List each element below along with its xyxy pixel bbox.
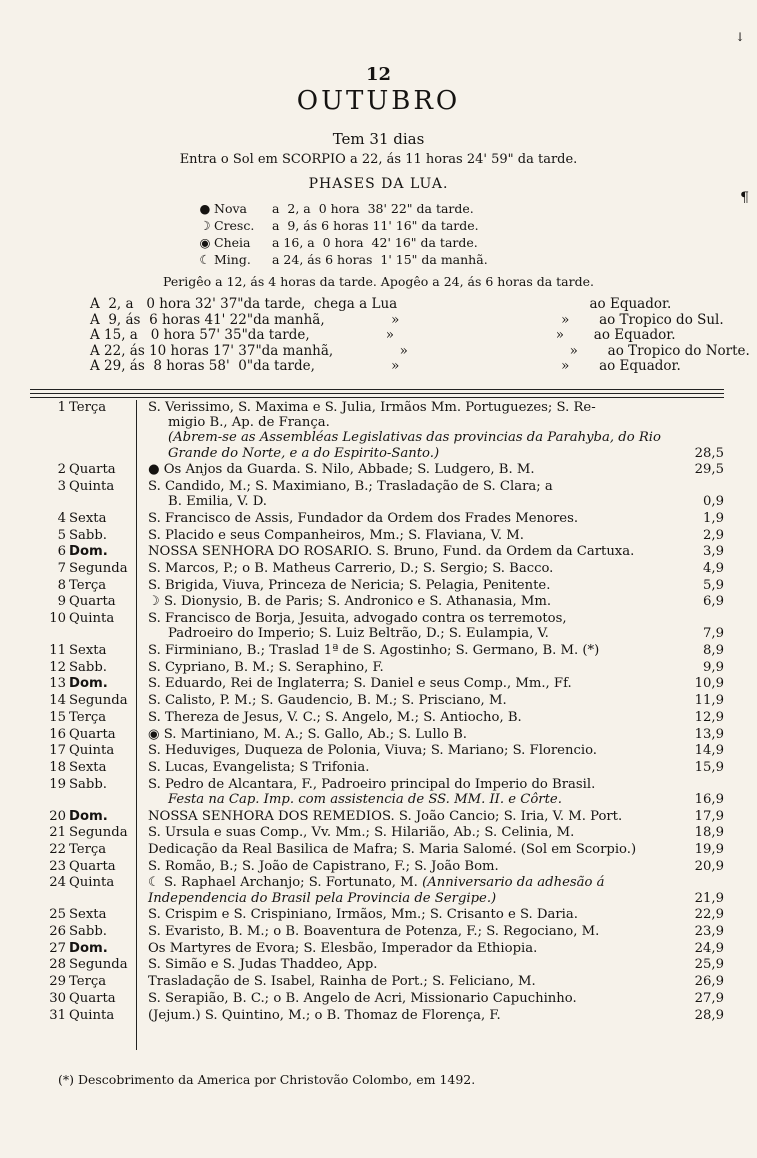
phase-row: ☽ Cresc. a 9, ás 6 horas 11' 16" da tarde. <box>196 217 488 234</box>
day-cell <box>30 594 136 609</box>
full-moon-icon: ◉ <box>199 235 211 250</box>
day-number: 27 <box>49 940 66 956</box>
day-number: 20 <box>49 808 66 824</box>
calendar-row <box>30 859 724 874</box>
phase-row: ● Nova a 2, a 0 hora 38' 22" da tarde. <box>196 200 488 217</box>
calendar-row <box>30 643 724 658</box>
day-number: 10 <box>49 611 66 627</box>
day-cell <box>30 710 136 725</box>
saints-text: (Jejum.) S. Quintino, M.; o B. Thomaz de Florença, F. <box>148 1007 501 1023</box>
saints-text: ☾ S. Raphael Archanjo; S. Fortunato, M. (Anniversario da adhesão á Independencia do Brasil pela Provincia de Sergipe.) <box>148 875 605 906</box>
day-cell <box>30 611 136 641</box>
saints-text: S. Simão e S. Judas Thaddeo, App. <box>148 957 378 973</box>
weekday: Quinta <box>69 611 115 627</box>
day-number: 3 <box>57 479 66 495</box>
calendar-row <box>30 974 724 989</box>
day-cell <box>30 1008 136 1023</box>
day-cell <box>30 743 136 758</box>
day-cell <box>30 760 136 775</box>
moon-age: 15,9 <box>694 759 724 775</box>
calendar-row <box>30 924 724 939</box>
saints-text: S. Placido e seus Companheiros, Mm.; S. Flaviana, V. M. <box>148 527 524 543</box>
day-number: 30 <box>49 990 66 1006</box>
saints-text: Os Martyres de Evora; S. Elesbão, Imperador da Ethiopia. <box>148 940 538 956</box>
calendar-row <box>30 907 724 922</box>
moon-age: 16,9 <box>694 791 724 807</box>
phases-title: PHASES DA LUA. <box>308 176 449 192</box>
weekday: Terça <box>69 709 107 725</box>
calendar-row <box>30 1008 724 1023</box>
weekday: Sexta <box>69 907 107 923</box>
moon-age: 10,9 <box>694 676 724 692</box>
day-number: 19 <box>49 776 66 792</box>
saints-text: S. Evaristo, B. M.; o B. Boaventura de Potenza, F.; S. Regociano, M. <box>148 924 600 939</box>
phase-row: ◉ Cheia a 16, a 0 hora 42' 16" da tarde. <box>196 234 488 251</box>
divider <box>30 397 724 398</box>
moon-age: 22,9 <box>694 907 724 923</box>
equator-row: A 22, ás 10 horas 17' 37" da manhã, » » ao Tropico do Norte. <box>90 342 750 359</box>
day-number: 7 <box>57 561 66 577</box>
calendar-row <box>30 743 724 758</box>
moon-age: 13,9 <box>694 726 724 742</box>
equator-table <box>90 296 750 375</box>
day-cell <box>30 511 136 526</box>
calendar-row <box>30 578 724 593</box>
weekday: Segunda <box>69 957 128 973</box>
saints-text: S. Verissimo, S. Maxima e S. Julia, Irmãos Mm. Portuguezes; S. Re- migio B., Ap. de França. (Abrem-se as Assembléas Legislativas das provincias da Parahyba, do Rio Grande do Norte, e a do Espirito-Santo.) <box>148 400 661 461</box>
moon-age: 7,9 <box>703 626 724 642</box>
weekday: Dom. <box>69 940 108 956</box>
calendar-row <box>30 991 724 1006</box>
weekday: Terça <box>69 841 107 857</box>
calendar-row <box>30 611 724 641</box>
saints-text: S. Eduardo, Rei de Inglaterra; S. Daniel e seus Comp., Mm., Ff. <box>148 676 572 692</box>
saints-text: ● Os Anjos da Guarda. S. Nilo, Abbade; S. Ludgero, B. M. <box>148 462 535 478</box>
day-cell <box>30 727 136 742</box>
saints-text: S. Brigida, Viuva, Princeza de Nericia; S. Pelagia, Penitente. <box>148 577 551 593</box>
weekday: Terça <box>69 577 107 593</box>
weekday: Dom. <box>69 544 108 560</box>
day-number: 2 <box>57 462 66 478</box>
saints-text: NOSSA SENHORA DO ROSARIO. S. Bruno, Fund. da Ordem da Cartuxa. <box>148 544 635 560</box>
saints-text: NOSSA SENHORA DOS REMEDIOS. S. João Cancio; S. Iria, V. M. Port. <box>148 808 623 824</box>
day-cell <box>30 400 136 461</box>
day-cell <box>30 660 136 675</box>
moon-phases <box>196 200 488 268</box>
day-number: 8 <box>57 577 66 593</box>
calendar-row <box>30 693 724 708</box>
calendar-row <box>30 777 724 807</box>
day-cell <box>30 676 136 691</box>
new-moon-icon: ● <box>199 201 211 216</box>
moon-age: 19,9 <box>694 841 724 857</box>
day-number: 18 <box>49 759 66 775</box>
saints-text: S. Heduviges, Duqueza de Polonia, Viuva; S. Mariano; S. Florencio. <box>148 743 597 759</box>
calendar-row <box>30 957 724 972</box>
moon-age: 26,9 <box>694 974 724 990</box>
weekday: Quinta <box>69 875 115 891</box>
moon-age: 11,9 <box>694 693 724 709</box>
last-quarter-icon: ☾ <box>199 252 211 267</box>
day-cell <box>30 809 136 824</box>
weekday: Quarta <box>69 594 116 610</box>
weekday: Segunda <box>69 561 128 577</box>
day-number: 21 <box>49 825 66 841</box>
calendar-row <box>30 825 724 840</box>
day-number: 6 <box>57 544 66 560</box>
day-cell <box>30 924 136 939</box>
calendar-row <box>30 809 724 824</box>
moon-age: 4,9 <box>703 561 724 577</box>
calendar-row <box>30 479 724 509</box>
equator-row: A 15, a 0 hora 57' 35" da tarde, » » ao Equador. <box>90 327 676 343</box>
day-number: 1 <box>57 400 66 415</box>
day-cell <box>30 941 136 956</box>
footnote: (*) Descobrimento da America por Christovão Colombo, em 1492. <box>58 1072 476 1087</box>
equator-row: A 29, ás 8 horas 58' 0" da tarde, » » ao Equador. <box>90 358 681 374</box>
saints-text: S. Francisco de Assis, Fundador da Ordem dos Frades Menores. <box>148 510 579 526</box>
weekday: Terça <box>69 974 107 990</box>
weekday: Quarta <box>69 462 116 478</box>
moon-age: 18,9 <box>694 825 724 841</box>
weekday: Sabb. <box>69 527 107 543</box>
divider <box>30 389 724 390</box>
day-cell <box>30 957 136 972</box>
side-mark: ¶ <box>740 190 749 206</box>
day-cell <box>30 462 136 477</box>
phase-row: ☾ Ming. a 24, ás 6 horas 1' 15" da manhã. <box>196 251 488 268</box>
calendar-row <box>30 842 724 857</box>
moon-age: 9,9 <box>703 659 724 675</box>
day-cell <box>30 875 136 905</box>
saints-text: ☽ S. Dionysio, B. de Paris; S. Andronico e S. Athanasia, Mm. <box>148 594 552 610</box>
day-number: 16 <box>49 726 66 742</box>
calendar-row <box>30 561 724 576</box>
calendar-row <box>30 594 724 609</box>
day-number: 9 <box>57 594 66 610</box>
weekday: Terça <box>69 400 107 415</box>
day-number: 13 <box>49 676 66 692</box>
calendar-row <box>30 462 724 477</box>
saints-text: S. Firminiano, B.; Traslad 1ª de S. Agostinho; S. Germano, B. M. (*) <box>148 643 600 659</box>
calendar-row <box>30 710 724 725</box>
weekday: Sabb. <box>69 659 107 675</box>
calendar-table <box>30 400 724 1024</box>
saints-text: S. Ursula e suas Comp., Vv. Mm.; S. Hilarião, Ab.; S. Celinia, M. <box>148 825 575 841</box>
weekday: Quinta <box>69 479 115 495</box>
moon-age: 27,9 <box>694 990 724 1006</box>
weekday: Sexta <box>69 510 107 526</box>
equator-row: A 9, ás 6 horas 41' 22" da manhã, » » ao Tropico do Sul. <box>90 311 724 328</box>
day-cell <box>30 859 136 874</box>
weekday: Sexta <box>69 643 107 659</box>
day-number: 17 <box>49 743 66 759</box>
day-number: 15 <box>49 709 66 725</box>
divider <box>30 393 724 394</box>
day-number: 12 <box>49 659 66 675</box>
saints-text: Dedicação da Real Basilica de Mafra; S. Maria Salomé. (Sol em Scorpio.) <box>148 841 637 857</box>
moon-age: 6,9 <box>703 594 724 610</box>
weekday: Sabb. <box>69 924 107 939</box>
day-cell <box>30 991 136 1006</box>
saints-text: S. Pedro de Alcantara, F., Padroeiro principal do Imperio do Brasil. Festa na Cap. Imp. com assistencia de SS. MM. II. e Côrte. <box>136 777 662 807</box>
weekday: Quarta <box>69 990 116 1006</box>
moon-age: 28,9 <box>694 1007 724 1023</box>
calendar-row <box>30 511 724 526</box>
moon-age: 0,9 <box>703 494 724 510</box>
day-cell <box>30 643 136 658</box>
calendar-row <box>30 875 724 905</box>
equator-row: A 2, a 0 hora 32' 37" da tarde, chega a Lua ao Equador. <box>90 296 672 312</box>
moon-age: 14,9 <box>694 743 724 759</box>
calendar-row <box>30 660 724 675</box>
saints-text: S. Candido, M.; S. Maximiano, B.; Trasladação de S. Clara; a B. Emilia, V. D. <box>148 479 553 510</box>
saints-text: S. Marcos, P.; o B. Matheus Carrerio, D.; S. Sergio; S. Bacco. <box>148 561 554 577</box>
weekday: Segunda <box>69 693 128 709</box>
calendar-row <box>30 727 724 742</box>
day-cell <box>30 825 136 840</box>
moon-age: 24,9 <box>694 940 724 956</box>
weekday: Quinta <box>69 1007 115 1023</box>
weekday: Quarta <box>69 726 116 742</box>
moon-age: 29,5 <box>694 462 724 478</box>
day-cell <box>30 479 136 509</box>
moon-age: 23,9 <box>694 924 724 939</box>
weekday: Dom. <box>69 676 108 692</box>
moon-age: 8,9 <box>703 643 724 659</box>
feast-note: (Abrem-se as Assembléas Legislativas das provincias da Parahyba, do Rio Grande do Norte, e a do Espirito-Santo.) <box>168 430 661 461</box>
weekday: Quinta <box>69 743 115 759</box>
day-cell <box>30 578 136 593</box>
moon-age: 20,9 <box>694 858 724 874</box>
day-number: 4 <box>57 510 66 526</box>
calendar-row <box>30 528 724 543</box>
day-number: 26 <box>49 924 66 939</box>
day-number: 24 <box>49 875 66 891</box>
day-cell <box>30 544 136 559</box>
perigee-line: Perigêo a 12, ás 4 horas da tarde. Apogêo a 24, ás 6 horas da tarde. <box>163 274 594 289</box>
saints-text: ◉ S. Martiniano, M. A.; S. Gallo, Ab.; S. Lullo B. <box>148 726 468 742</box>
sun-entry: Entra o Sol em SCORPIO a 22, ás 11 horas 24' 59" da tarde. <box>179 152 578 167</box>
calendar-row <box>30 676 724 691</box>
saints-text: S. Francisco de Borja, Jesuita, advogado contra os terremotos, Padroeiro do Imperio; S. Luiz Beltrão, D.; S. Eulampia, V. <box>148 611 567 642</box>
calendar-row <box>30 941 724 956</box>
moon-age: 3,9 <box>703 544 724 560</box>
moon-age: 25,9 <box>694 957 724 973</box>
day-number: 29 <box>49 974 66 990</box>
saints-text: S. Serapião, B. C.; o B. Angelo de Acri, Missionario Capuchinho. <box>148 990 577 1006</box>
saints-text: S. Romão, B.; S. João de Capistrano, F.; S. João Bom. <box>148 858 499 874</box>
page-number: 12 <box>365 64 392 85</box>
weekday: Sexta <box>69 759 107 775</box>
day-number: 31 <box>49 1007 66 1023</box>
day-number: 14 <box>49 693 66 709</box>
day-cell <box>30 561 136 576</box>
day-number: 11 <box>49 643 66 659</box>
saints-text: S. Crispim e S. Crispiniano, Irmãos, Mm.; S. Crisanto e S. Daria. <box>148 907 578 923</box>
saints-text: Trasladação de S. Isabel, Rainha de Port.; S. Feliciano, M. <box>148 974 536 990</box>
day-cell <box>30 907 136 922</box>
day-cell <box>30 693 136 708</box>
first-quarter-icon: ☽ <box>199 218 211 233</box>
corner-mark: ↓ <box>734 30 745 44</box>
moon-age: 2,9 <box>703 527 724 543</box>
days-count: Tem 31 dias <box>332 130 425 148</box>
day-cell <box>30 528 136 543</box>
day-cell <box>30 974 136 989</box>
calendar-row <box>30 544 724 559</box>
day-cell <box>30 777 136 807</box>
day-number: 23 <box>49 858 66 874</box>
saints-text: S. Thereza de Jesus, V. C.; S. Angelo, M.; S. Antiocho, B. <box>148 709 522 725</box>
calendar-row <box>30 400 724 461</box>
calendar-row <box>30 760 724 775</box>
day-number: 25 <box>49 907 66 923</box>
weekday: Quarta <box>69 858 116 874</box>
saints-text: S. Cypriano, B. M.; S. Seraphino, F. <box>148 659 384 675</box>
weekday: Sabb. <box>69 776 107 792</box>
moon-age: 28,5 <box>694 445 724 461</box>
moon-age: 21,9 <box>694 890 724 906</box>
day-number: 22 <box>49 841 66 857</box>
moon-age: 1,9 <box>703 510 724 526</box>
moon-age: 12,9 <box>694 709 724 725</box>
feast-note: (Anniversario da adhesão á Independencia do Brasil pela Provincia de Sergipe.) <box>148 875 605 906</box>
saints-text: S. Calisto, P. M.; S. Gaudencio, B. M.; S. Prisciano, M. <box>148 693 507 709</box>
day-cell <box>30 842 136 857</box>
moon-age: 5,9 <box>703 577 724 593</box>
weekday: Segunda <box>69 825 128 841</box>
saints-text: S. Lucas, Evangelista; S Trifonia. <box>148 759 370 775</box>
feast-note: Festa na Cap. Imp. com assistencia de SS. MM. II. e Côrte. <box>168 791 562 807</box>
weekday: Dom. <box>69 808 108 824</box>
day-number: 5 <box>57 527 66 543</box>
month-title: OUTUBRO <box>296 86 461 116</box>
day-number: 28 <box>49 957 66 973</box>
moon-age: 17,9 <box>694 808 724 824</box>
